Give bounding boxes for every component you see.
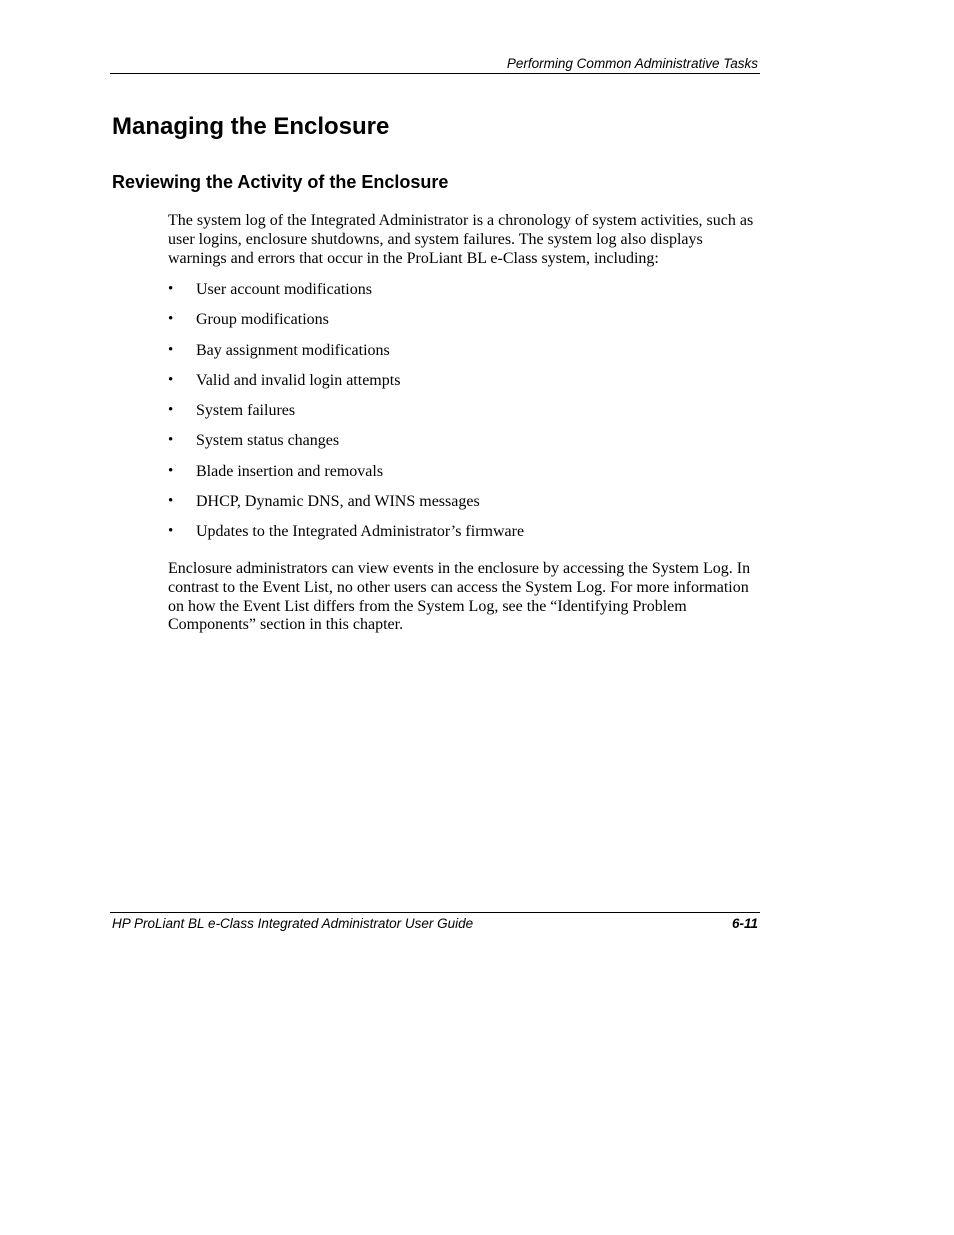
guide-title: HP ProLiant BL e-Class Integrated Administrator User Guide [112,916,474,931]
bullet-icon: • [168,462,174,479]
list-item [168,462,524,492]
running-footer [110,912,760,931]
intro-paragraph: The system log of the Integrated Administrator is a chronology of system activities, such as user logins, enclosure shutdowns, and system failures. The system log also displays warnings and errors that occur in the ProLiant BL e-Class system, including: [168,212,754,267]
list-item-text: System status changes [196,432,340,450]
bullet-icon: • [168,523,174,540]
list-item-text: Bay assignment modifications [196,341,390,359]
bullet-icon: • [168,341,174,358]
list-item-text: Valid and invalid login attempts [196,371,401,389]
list-item-text: DHCP, Dynamic DNS, and WINS messages [196,493,480,511]
bullet-icon: • [168,432,174,449]
list-item-text: Updates to the Integrated Administrator’s firmware [196,523,525,541]
list-item-text: Blade insertion and removals [196,462,384,480]
subsection-title: Reviewing the Activity of the Enclosure [112,172,449,192]
list-item [168,310,524,340]
bullet-icon: • [168,311,174,328]
outro-paragraph: Enclosure administrators can view events in the enclosure by accessing the System Log. In contrast to the Event List, no other users can access the System Log. For more information on how the Event List differs from the System Log, see the “Identifying Problem Components” section in this chapter. [168,560,751,634]
list-item [168,280,524,310]
list-item [168,492,524,522]
bullet-icon: • [168,493,174,510]
list-item [168,371,524,401]
list-item-text: System failures [196,402,296,420]
list-item [168,341,524,371]
list-item-text: User account modifications [196,281,372,298]
list-item [168,522,524,552]
list-item [168,431,524,461]
activity-bullet-list [168,280,524,553]
section-title: Managing the Enclosure [112,113,390,140]
list-item-text: Group modifications [196,311,329,329]
page-number: 6-11 [731,916,758,931]
bullet-icon: • [168,281,174,297]
bullet-icon: • [168,371,174,388]
list-item [168,401,524,431]
bullet-icon: • [168,402,174,419]
running-header: Performing Common Administrative Tasks [110,56,760,74]
